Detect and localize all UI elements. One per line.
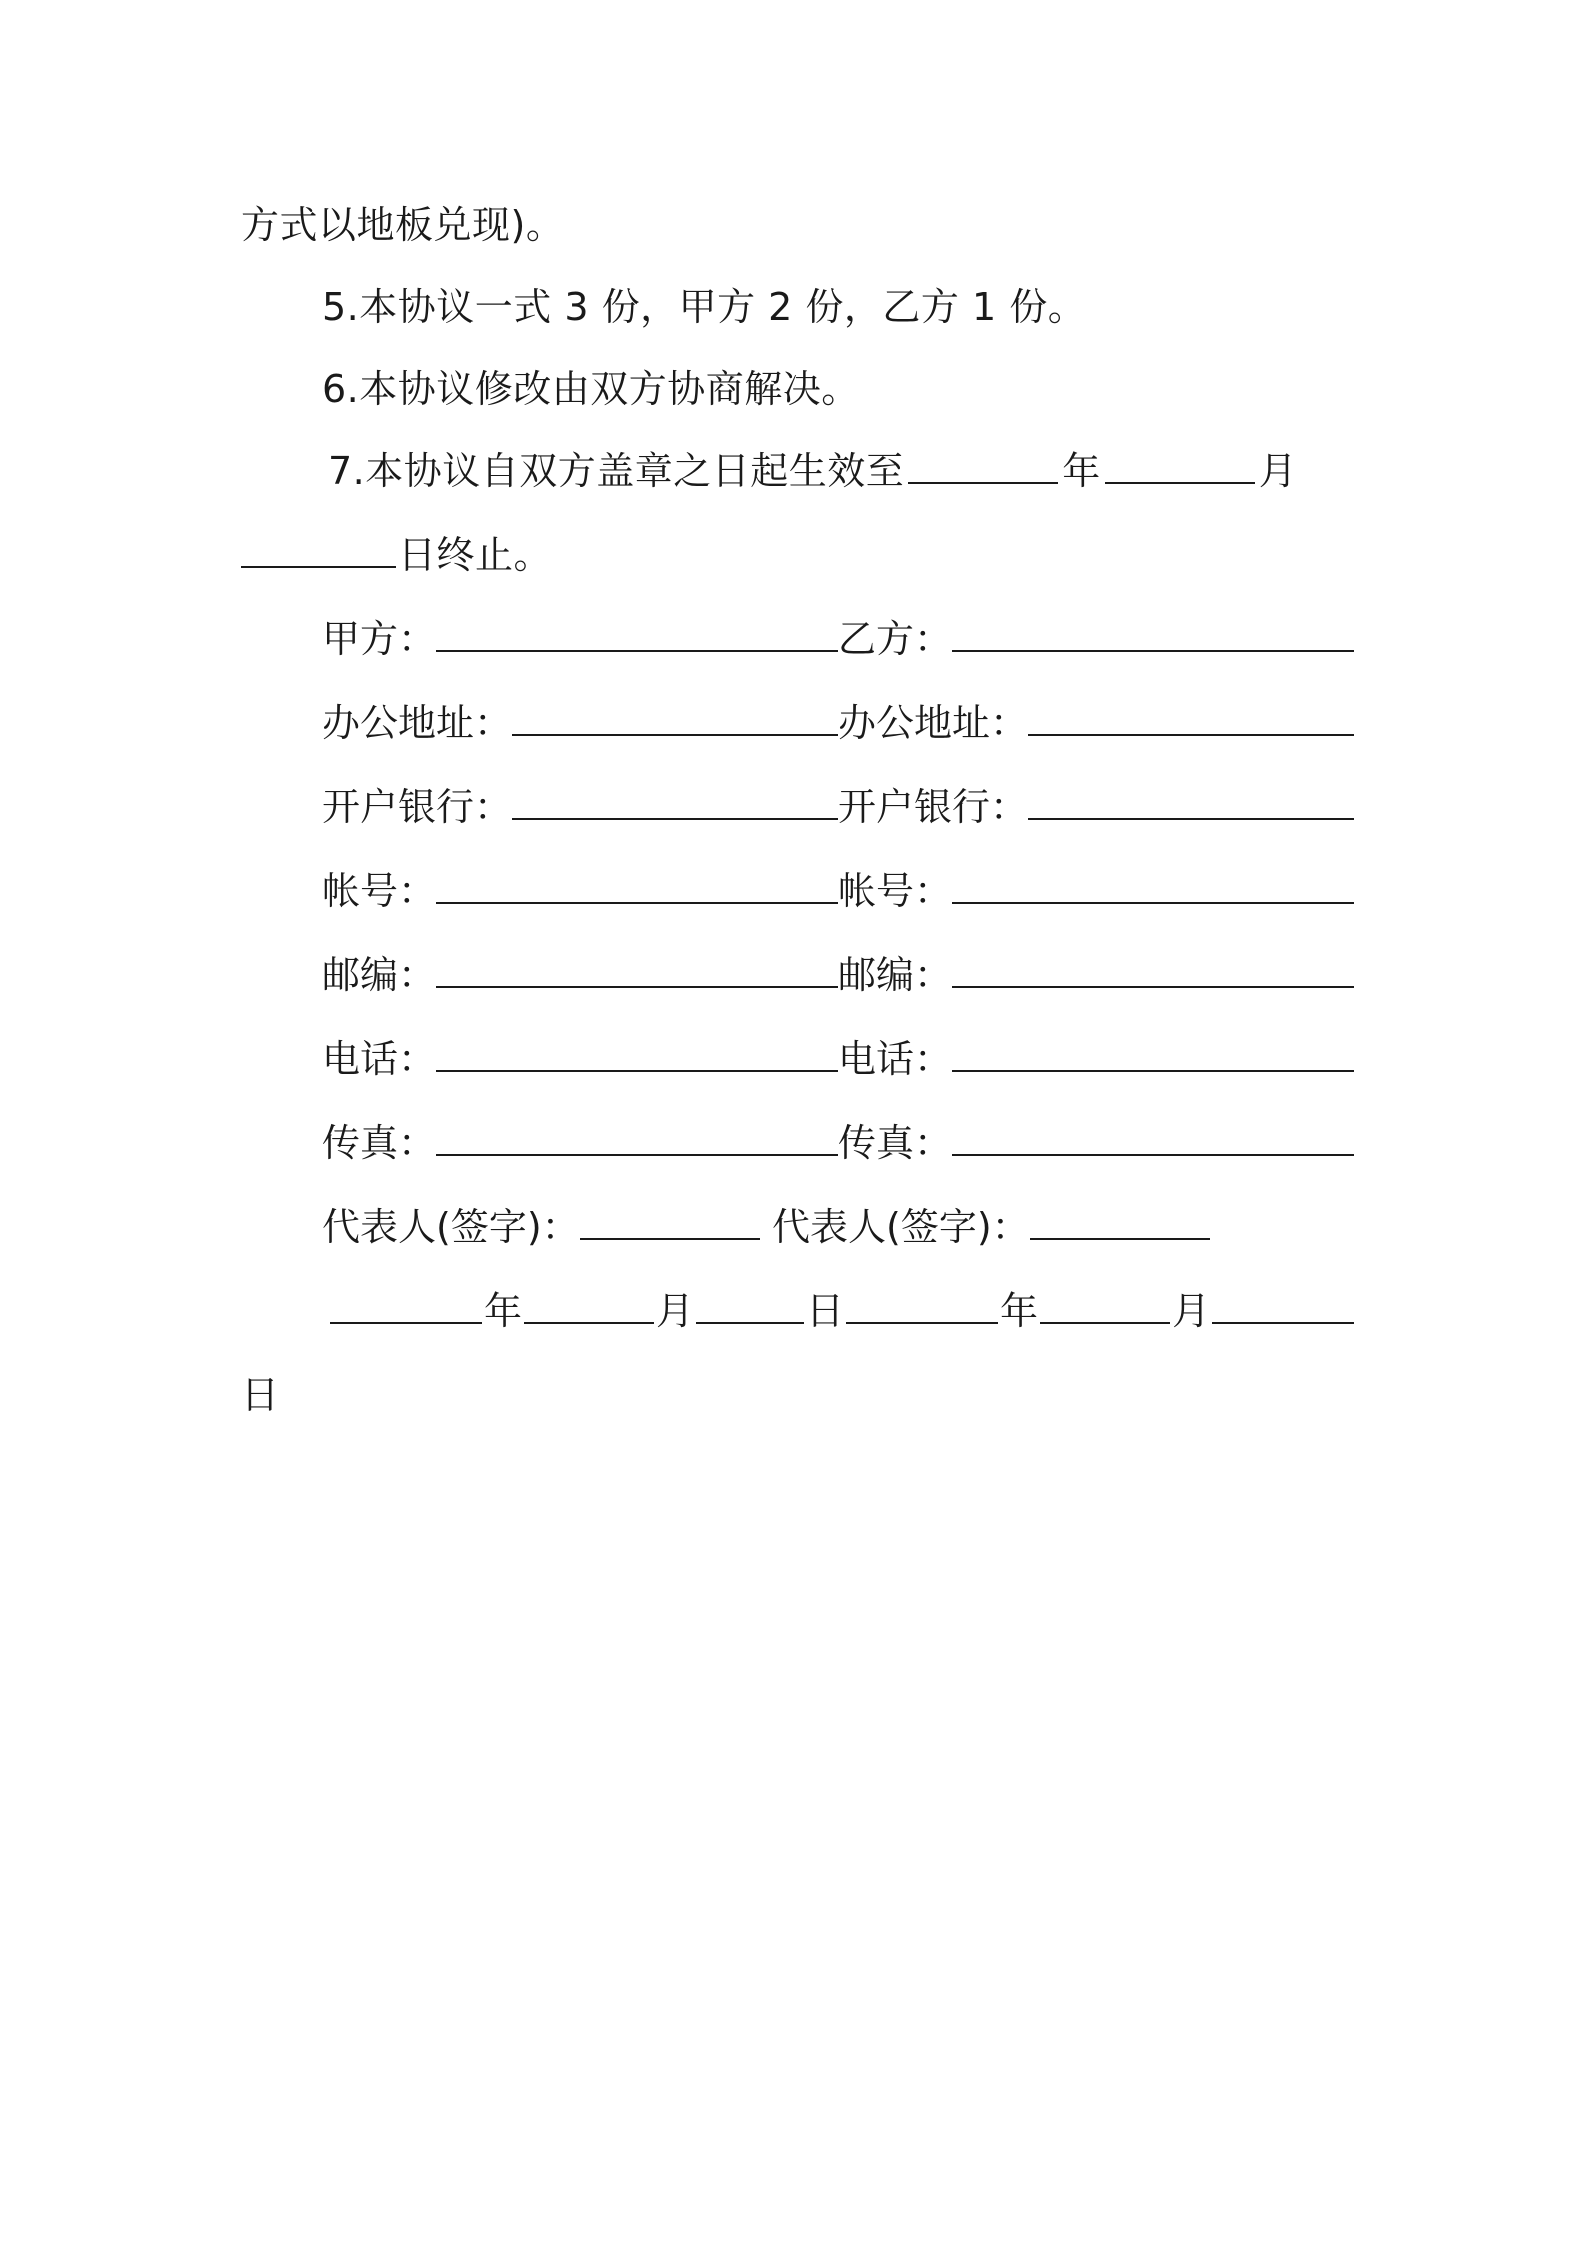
party-a-postcode-label: 邮编： bbox=[322, 953, 437, 997]
party-a-account-label: 帐号： bbox=[322, 869, 437, 913]
end-day-blank[interactable] bbox=[241, 566, 396, 568]
party-a-bank-blank[interactable] bbox=[512, 818, 838, 820]
party-b-postcode-label: 邮编： bbox=[838, 953, 953, 997]
paragraph-7-year-unit: 年 bbox=[1062, 449, 1101, 493]
party-b-phone-label: 电话： bbox=[838, 1037, 953, 1081]
party-b-bank-field bbox=[838, 782, 1354, 832]
party-a-day-blank[interactable] bbox=[696, 1322, 804, 1324]
party-a-year-blank[interactable] bbox=[330, 1322, 482, 1324]
party-b-fax-blank[interactable] bbox=[952, 1154, 1354, 1156]
field-row-postcode bbox=[322, 950, 1354, 1000]
party-b-address-blank[interactable] bbox=[1028, 734, 1354, 736]
party-a-bank-field bbox=[322, 782, 838, 832]
signing-date-row bbox=[330, 1286, 1354, 1336]
party-a-year-unit: 年 bbox=[484, 1289, 523, 1333]
party-b-blank[interactable] bbox=[952, 650, 1354, 652]
paragraph-7-continued bbox=[241, 530, 552, 580]
party-a-day-unit: 日 bbox=[806, 1289, 845, 1333]
paragraph-7 bbox=[328, 446, 1354, 496]
party-a-address-field bbox=[322, 698, 838, 748]
field-row-bank bbox=[322, 782, 1354, 832]
paragraph-7-month-unit: 月 bbox=[1258, 449, 1298, 493]
party-b-account-label: 帐号： bbox=[838, 869, 953, 913]
party-a-signature-field bbox=[322, 1202, 838, 1252]
party-a-fax-blank[interactable] bbox=[436, 1154, 838, 1156]
party-b-day-unit: 日 bbox=[241, 1373, 280, 1417]
party-b-postcode-blank[interactable] bbox=[952, 986, 1354, 988]
field-row-fax bbox=[322, 1118, 1354, 1168]
party-b-address-field bbox=[838, 698, 1354, 748]
party-a-address-label: 办公地址： bbox=[322, 701, 513, 745]
paragraph-continued: 方式以地板兑现)。 bbox=[241, 203, 565, 247]
party-b-account-field bbox=[838, 866, 1354, 916]
party-b-fax-field bbox=[838, 1118, 1354, 1168]
party-a-signature-label: 代表人(签字)： bbox=[322, 1205, 580, 1249]
party-a-month-unit: 月 bbox=[656, 1289, 695, 1333]
party-a-account-field bbox=[322, 866, 838, 916]
end-year-blank[interactable] bbox=[908, 482, 1058, 484]
party-a-postcode-field bbox=[322, 950, 838, 1000]
party-b-signature-blank[interactable] bbox=[1030, 1238, 1210, 1240]
party-a-account-blank[interactable] bbox=[436, 902, 838, 904]
party-b-year-blank[interactable] bbox=[846, 1322, 998, 1324]
party-b-phone-blank[interactable] bbox=[952, 1070, 1354, 1072]
party-b-signature-label: 代表人(签字)： bbox=[772, 1205, 1030, 1249]
paragraph-5: 5.本协议一式 3 份，甲方 2 份，乙方 1 份。 bbox=[322, 285, 1087, 329]
party-a-phone-field bbox=[322, 1034, 838, 1084]
party-b-month-blank[interactable] bbox=[1040, 1322, 1170, 1324]
party-b-account-blank[interactable] bbox=[952, 902, 1354, 904]
party-a-postcode-blank[interactable] bbox=[436, 986, 838, 988]
party-a-label: 甲方： bbox=[322, 617, 437, 661]
party-b-signature-field bbox=[772, 1202, 1172, 1252]
party-b-postcode-field bbox=[838, 950, 1354, 1000]
party-b-phone-field bbox=[838, 1034, 1354, 1084]
field-row-address bbox=[322, 698, 1354, 748]
party-a-signature-blank[interactable] bbox=[580, 1238, 760, 1240]
party-b-fax-label: 传真： bbox=[838, 1121, 953, 1165]
field-row-party bbox=[322, 614, 1354, 664]
field-row-signature bbox=[322, 1202, 1354, 1252]
party-a-month-blank[interactable] bbox=[524, 1322, 654, 1324]
party-b-month-unit: 月 bbox=[1172, 1289, 1211, 1333]
party-a-bank-label: 开户银行： bbox=[322, 785, 513, 829]
paragraph-7-day-end: 日终止。 bbox=[398, 533, 553, 577]
party-b-year-unit: 年 bbox=[1000, 1289, 1039, 1333]
party-b-bank-label: 开户银行： bbox=[838, 785, 1029, 829]
party-a-field bbox=[322, 614, 838, 664]
field-row-account bbox=[322, 866, 1354, 916]
paragraph-6: 6.本协议修改由双方协商解决。 bbox=[322, 367, 860, 411]
party-a-address-blank[interactable] bbox=[512, 734, 838, 736]
party-a-fax-label: 传真： bbox=[322, 1121, 437, 1165]
paragraph-7-text: 7.本协议自双方盖章之日起生效至 bbox=[328, 449, 905, 493]
party-a-fax-field bbox=[322, 1118, 838, 1168]
field-row-phone bbox=[322, 1034, 1354, 1084]
party-b-day-blank[interactable] bbox=[1212, 1322, 1354, 1324]
party-b-field bbox=[838, 614, 1354, 664]
party-a-phone-blank[interactable] bbox=[436, 1070, 838, 1072]
party-a-blank[interactable] bbox=[436, 650, 838, 652]
end-month-blank[interactable] bbox=[1105, 482, 1255, 484]
party-b-bank-blank[interactable] bbox=[1028, 818, 1354, 820]
party-a-phone-label: 电话： bbox=[322, 1037, 437, 1081]
party-b-address-label: 办公地址： bbox=[838, 701, 1029, 745]
party-b-label: 乙方： bbox=[838, 617, 953, 661]
